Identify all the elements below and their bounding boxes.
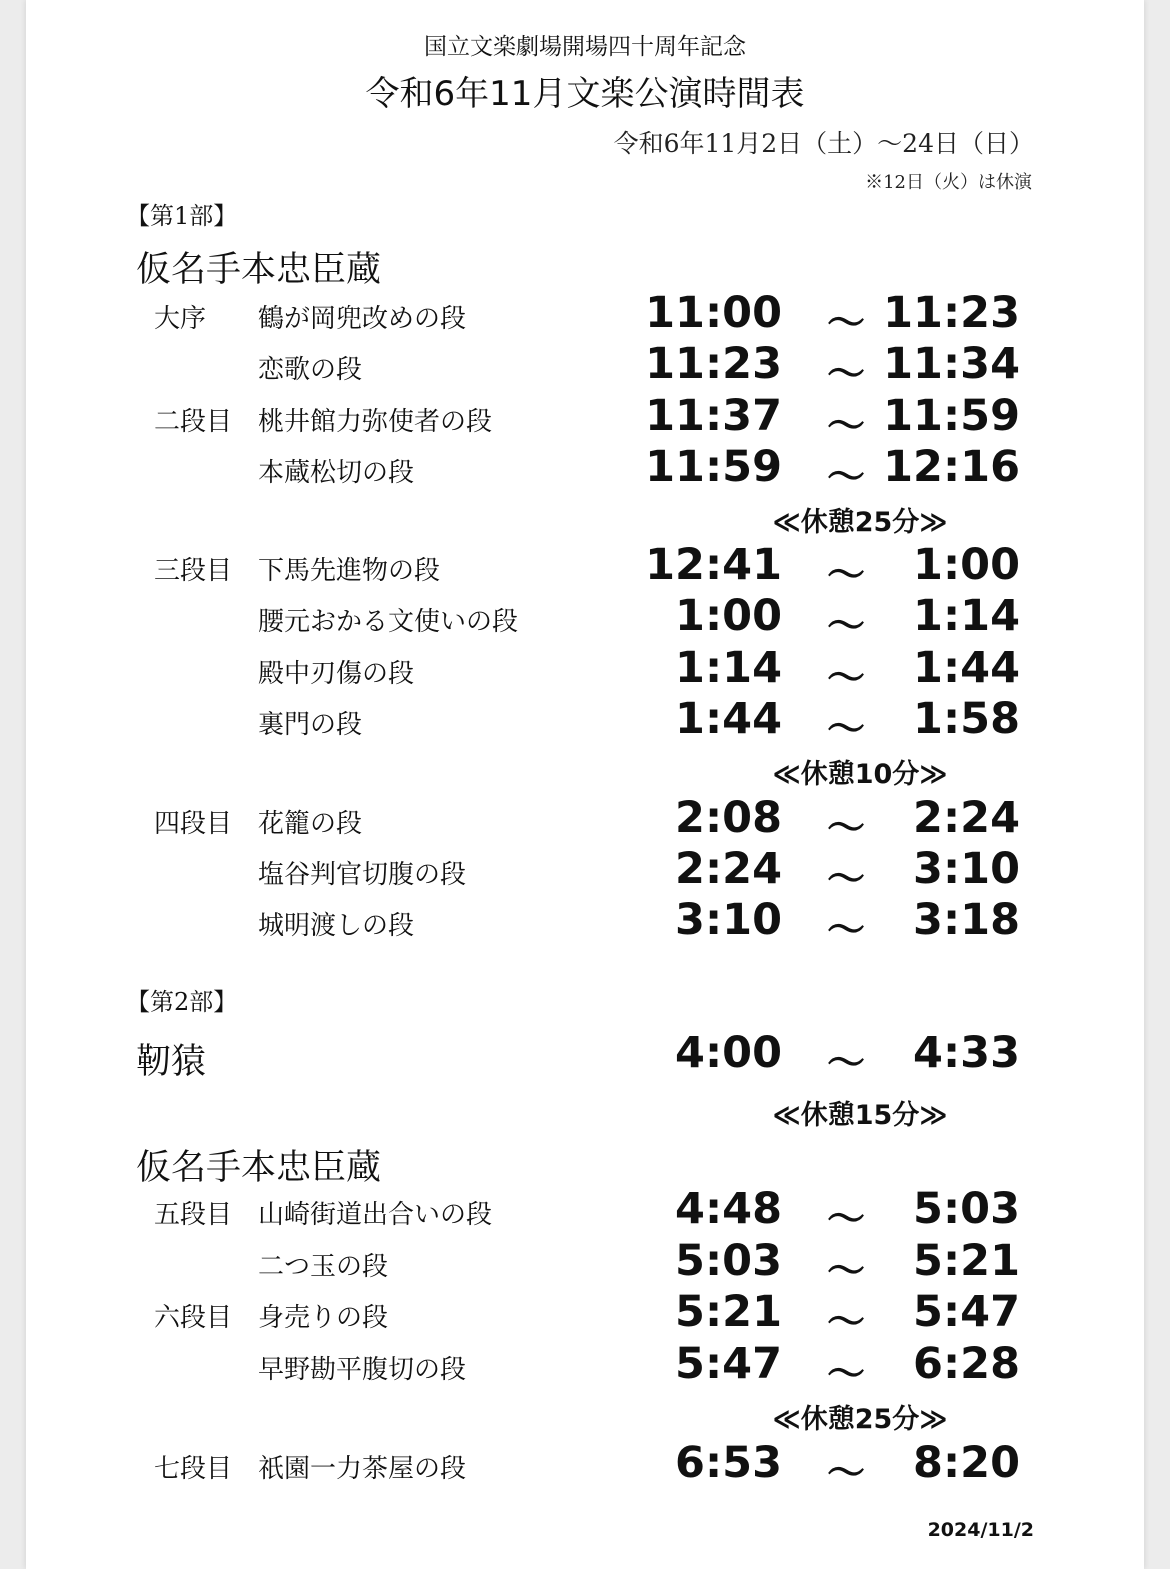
- end-time: 1:00: [913, 540, 1020, 590]
- intermission-label: ≪休憩15分≫: [772, 1100, 948, 1131]
- anniversary-subtitle: 国立文楽劇場開場四十周年記念: [424, 34, 746, 60]
- intermission-label: ≪休憩25分≫: [772, 1404, 948, 1435]
- end-time: 6:28: [913, 1339, 1020, 1389]
- start-time: 11:37: [645, 391, 782, 441]
- scene-label: 四段目: [154, 809, 233, 839]
- act-name: 殿中刃傷の段: [258, 659, 415, 689]
- scene-label: 七段目: [154, 1454, 233, 1484]
- act-name: 塩谷判官切腹の段: [258, 860, 467, 890]
- utsubozaru-title: 靭猿: [136, 1042, 207, 1082]
- start-time: 11:23: [645, 339, 782, 389]
- end-time: 5:03: [913, 1184, 1020, 1234]
- scene-label: 六段目: [154, 1303, 233, 1333]
- act-name: 裏門の段: [258, 710, 363, 740]
- part-1-label: 【第1部】: [126, 202, 238, 230]
- tilde-separator: 〜: [826, 1249, 865, 1293]
- start-time: 3:10: [675, 895, 782, 945]
- end-time: 11:34: [883, 339, 1020, 389]
- act-name: 桃井館力弥使者の段: [258, 407, 493, 437]
- act-name: 花籠の段: [258, 809, 363, 839]
- end-time: 8:20: [913, 1438, 1020, 1488]
- start-time: 1:44: [675, 694, 782, 744]
- tilde-separator: 〜: [826, 455, 865, 499]
- scene-label: 二段目: [154, 407, 233, 437]
- intermission-label: ≪休憩10分≫: [772, 759, 948, 790]
- end-time: 2:24: [913, 793, 1020, 843]
- start-time: 5:21: [675, 1287, 782, 1337]
- part-2-label: 【第2部】: [126, 988, 238, 1016]
- tilde-separator: 〜: [826, 656, 865, 700]
- scene-label: 三段目: [154, 556, 233, 586]
- start-time: 11:59: [645, 442, 782, 492]
- tilde-separator: 〜: [826, 301, 865, 345]
- end-time: 1:58: [913, 694, 1020, 744]
- act-name: 本蔵松切の段: [258, 458, 415, 488]
- end-time: 4:33: [913, 1028, 1020, 1078]
- closed-day-note: ※12日（火）は休演: [865, 172, 1032, 193]
- end-time: 11:23: [883, 288, 1020, 338]
- end-time: 3:18: [913, 895, 1020, 945]
- end-time: 12:16: [883, 442, 1020, 492]
- start-time: 4:48: [675, 1184, 782, 1234]
- start-time: 2:08: [675, 793, 782, 843]
- act-name: 城明渡しの段: [258, 911, 415, 941]
- end-time: 3:10: [913, 844, 1020, 894]
- start-time: 5:47: [675, 1339, 782, 1389]
- act-name: 恋歌の段: [258, 355, 363, 385]
- page-title: 令和6年11月文楽公演時間表: [365, 74, 805, 114]
- tilde-separator: 〜: [826, 352, 865, 396]
- tilde-separator: 〜: [826, 857, 865, 901]
- part-2-play-title: 仮名手本忠臣蔵: [136, 1148, 382, 1188]
- start-time: 4:00: [675, 1028, 782, 1078]
- scene-label: 大序: [154, 304, 207, 334]
- end-time: 11:59: [883, 391, 1020, 441]
- end-time: 1:44: [913, 643, 1020, 693]
- end-time: 1:14: [913, 591, 1020, 641]
- act-name: 下馬先進物の段: [258, 556, 441, 586]
- start-time: 12:41: [645, 540, 782, 590]
- scene-label: 五段目: [154, 1200, 233, 1230]
- tilde-separator: 〜: [826, 404, 865, 448]
- footer-date: 2024/11/2: [927, 1519, 1034, 1541]
- act-name: 二つ玉の段: [258, 1252, 389, 1282]
- tilde-separator: 〜: [826, 908, 865, 952]
- start-time: 1:00: [675, 591, 782, 641]
- end-time: 5:21: [913, 1236, 1020, 1286]
- tilde-separator: 〜: [826, 1041, 865, 1085]
- act-name: 祇園一力茶屋の段: [258, 1454, 467, 1484]
- act-name: 鶴が岡兜改めの段: [258, 304, 467, 334]
- tilde-separator: 〜: [826, 1451, 865, 1495]
- intermission-label: ≪休憩25分≫: [772, 507, 948, 538]
- tilde-separator: 〜: [826, 707, 865, 751]
- start-time: 6:53: [675, 1438, 782, 1488]
- tilde-separator: 〜: [826, 1352, 865, 1396]
- tilde-separator: 〜: [826, 1300, 865, 1344]
- start-time: 5:03: [675, 1236, 782, 1286]
- tilde-separator: 〜: [826, 604, 865, 648]
- part-1-play-title: 仮名手本忠臣蔵: [136, 250, 382, 290]
- performance-dates: 令和6年11月2日（土）〜24日（日）: [613, 129, 1034, 158]
- act-name: 腰元おかる文使いの段: [258, 607, 519, 637]
- act-name: 身売りの段: [258, 1303, 389, 1333]
- tilde-separator: 〜: [826, 806, 865, 850]
- end-time: 5:47: [913, 1287, 1020, 1337]
- start-time: 1:14: [675, 643, 782, 693]
- tilde-separator: 〜: [826, 1197, 865, 1241]
- start-time: 2:24: [675, 844, 782, 894]
- start-time: 11:00: [645, 288, 782, 338]
- act-name: 早野勘平腹切の段: [258, 1355, 467, 1385]
- tilde-separator: 〜: [826, 553, 865, 597]
- act-name: 山崎街道出合いの段: [258, 1200, 493, 1230]
